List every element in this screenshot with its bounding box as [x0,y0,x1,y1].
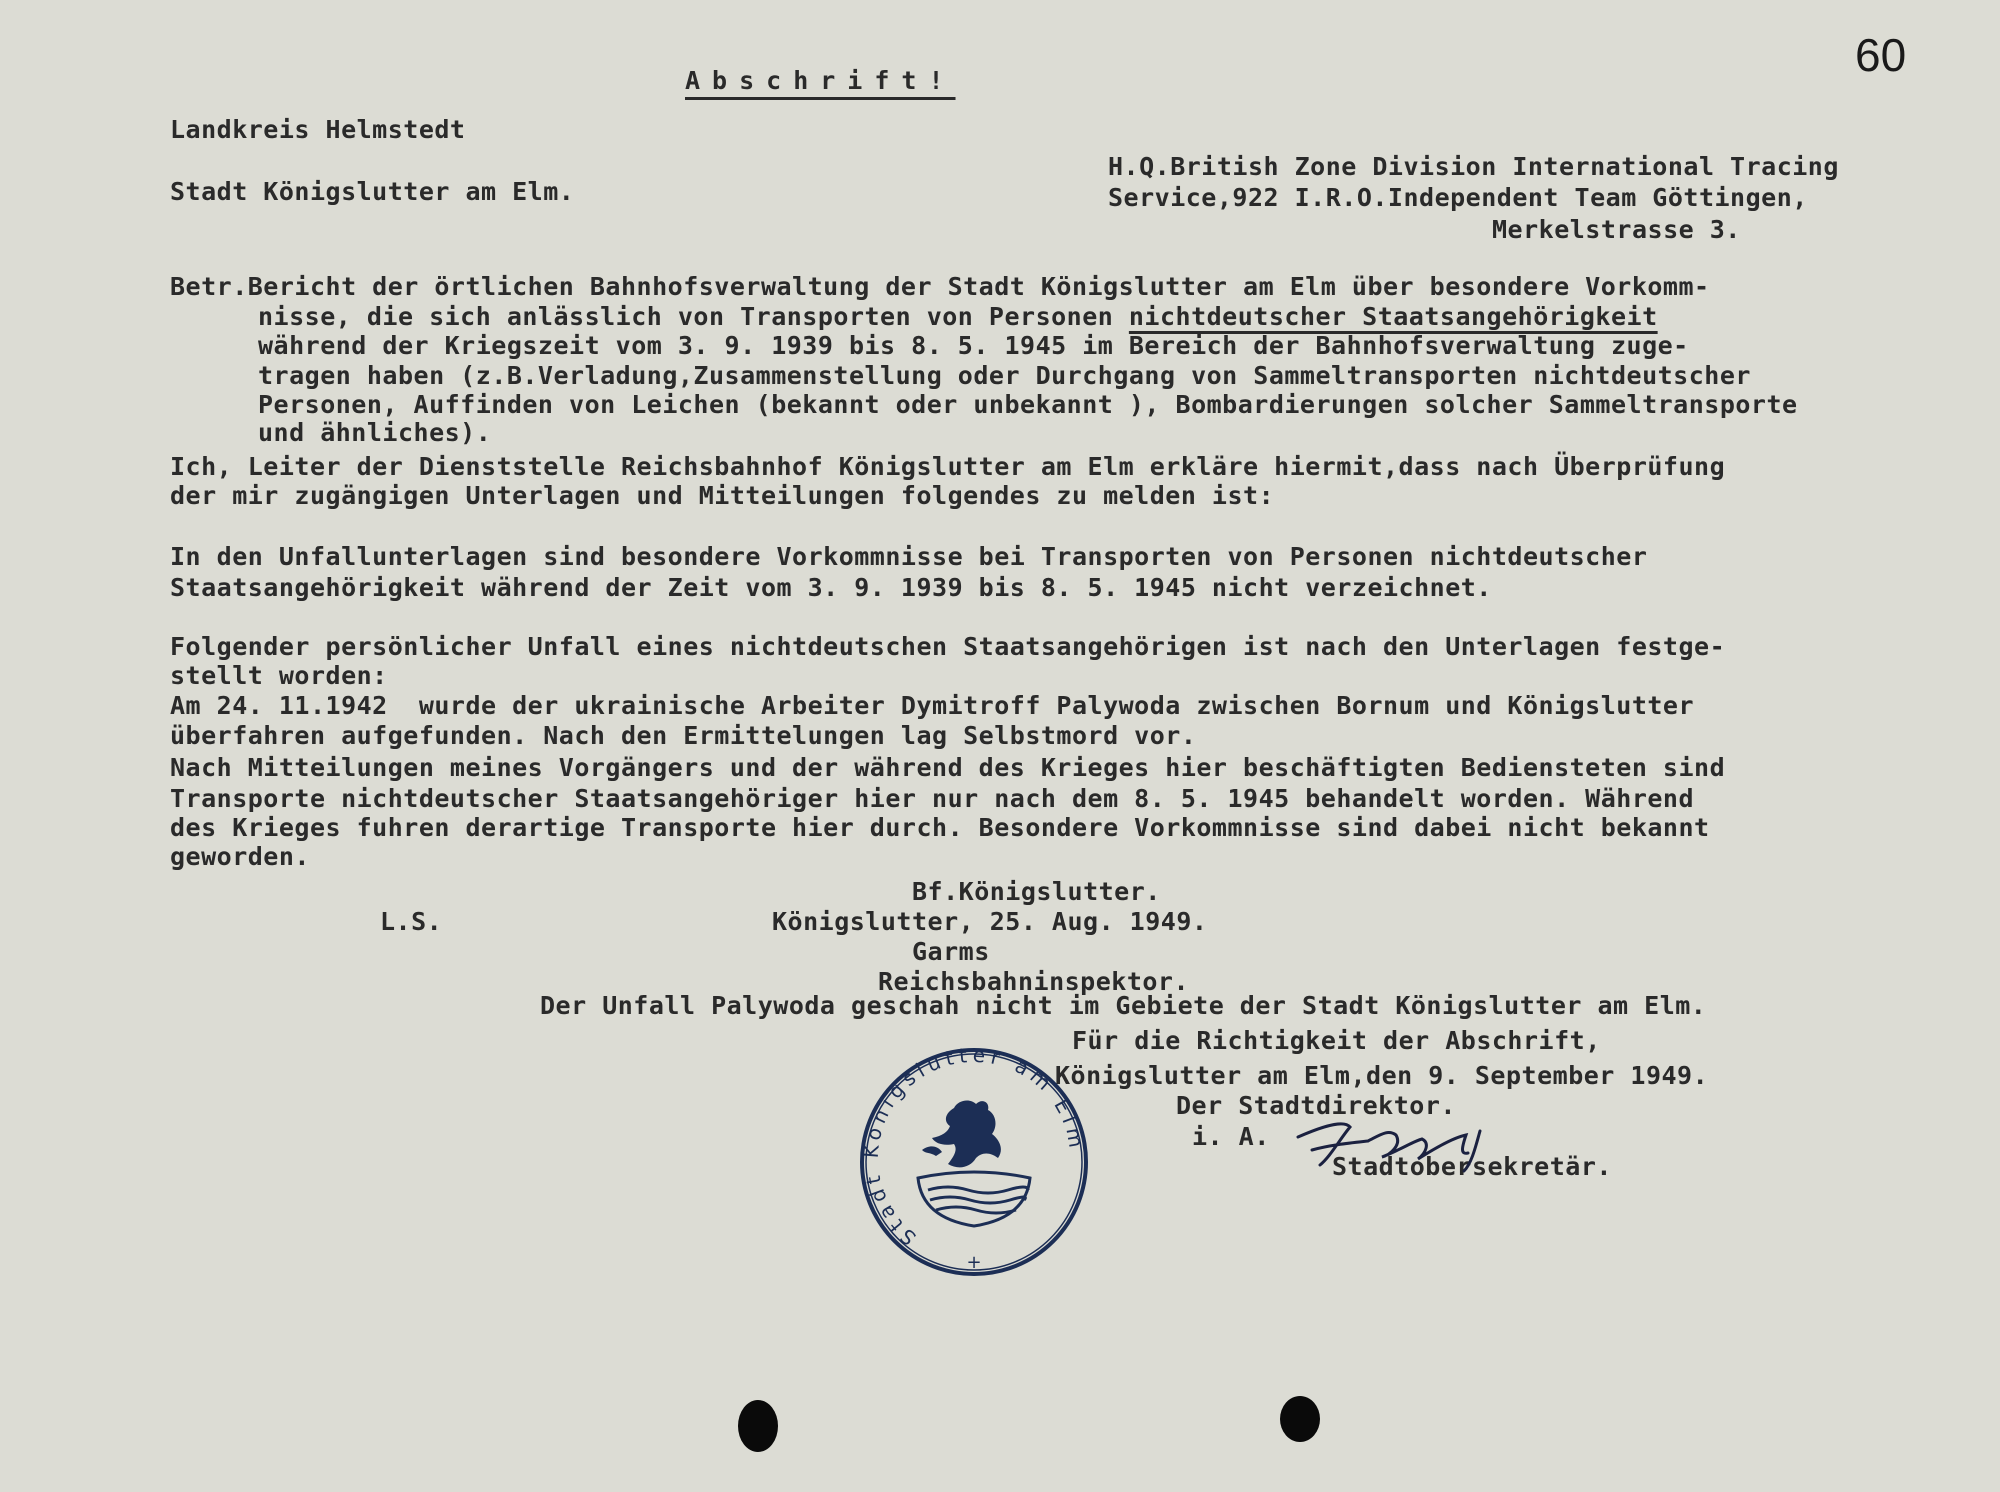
document-title: Abschrift! [685,66,956,95]
paragraph2-line-2: stellt worden: [170,661,388,690]
punch-hole-left [738,1400,778,1452]
wave-emblem-icon [918,1172,1030,1226]
lion-emblem-icon [922,1101,1001,1168]
paragraph2-line-8: geworden. [170,842,310,871]
declaration-line-1: Ich, Leiter der Dienststelle Reichsbahnhof Königslutter am Elm erkläre hiermit,dass nach Überprüfung [170,452,1726,481]
certification-line-1: Für die Richtigkeit der Abschrift, [1072,1026,1601,1055]
paragraph2-line-3: Am 24. 11.1942 wurde der ukrainische Arbeiter Dymitroff Palywoda zwischen Bornum und Königslutter [170,691,1695,720]
sender-district: Landkreis Helmstedt [170,115,466,144]
paragraph1-line-1: In den Unfallunterlagen sind besondere Vorkommnisse bei Transporten von Personen nichtdeutscher [170,542,1648,571]
subject-line-6: und ähnliches). [258,418,492,447]
sender-town: Stadt Königslutter am Elm. [170,177,575,206]
subject-line-2 [258,302,1658,332]
punch-hole-right [1280,1396,1320,1442]
paragraph2-line-7: des Krieges fuhren derartige Transporte hier durch. Besondere Vorkommnisse sind dabei nicht bekannt [170,813,1710,842]
subject-line-3: während der Kriegszeit vom 3. 9. 1939 bis 8. 5. 1945 im Bereich der Bahnhofsverwaltung zuge- [258,331,1689,360]
recipient-line-1: H.Q.British Zone Division International Tracing [1108,152,1839,181]
signatory-name: Garms [912,937,990,966]
seal-mark: L.S. [380,907,443,936]
svg-text:+: + [966,1252,982,1273]
subject-line-4: tragen haben (z.B.Verladung,Zusammenstellung oder Durchgang von Sammeltransporten nichtdeutscher [258,361,1751,390]
signature-office: Bf.Königslutter. [912,877,1161,906]
subject-line-2a: nisse, die sich anlässlich von Transporten von Personen [258,302,1129,331]
paragraph2-line-4: überfahren aufgefunden. Nach den Ermittelungen lag Selbstmord vor. [170,721,1197,750]
subject-line-1: Betr.Bericht der örtlichen Bahnhofsverwaltung der Stadt Königslutter am Elm über besondere Vorkomm- [170,272,1710,301]
paragraph2-line-5: Nach Mitteilungen meines Vorgängers und der während des Krieges hier beschäftigten Bediensteten sind [170,753,1726,782]
signature-place-date: Königslutter, 25. Aug. 1949. [772,907,1208,936]
page-number: 60 [1855,29,1907,81]
location-note: Der Unfall Palywoda geschah nicht im Gebiete der Stadt Königslutter am Elm. [540,991,1707,1020]
stamp-text: Stadt Königslutter am Elm [858,1042,1090,1251]
subject-underlined-phrase: nichtdeutscher Staatsangehörigkeit [1128,302,1658,331]
certification-line-2: Königslutter am Elm,den 9. September 1949. [1055,1061,1709,1090]
certification-line-5: Stadtobersekretär. [1332,1152,1612,1181]
declaration-line-2: der mir zugängigen Unterlagen und Mitteilungen folgendes zu melden ist: [170,481,1275,510]
subject-line-5: Personen, Auffinden von Leichen (bekannt oder unbekannt ), Bombardierungen solcher Sammeltransporte [258,390,1798,419]
certification-line-3: Der Stadtdirektor. [1176,1091,1456,1120]
recipient-line-3: Merkelstrasse 3. [1492,215,1741,244]
town-seal-stamp [858,1040,1090,1284]
paragraph2-line-1: Folgender persönlicher Unfall eines nichtdeutschen Staatsangehörigen ist nach den Unterlagen festge- [170,632,1726,661]
signatory-rank: Reichsbahninspektor. [878,967,1190,996]
handwritten-signature [1290,1105,1540,1175]
recipient-line-2: Service,922 I.R.O.Independent Team Göttingen, [1108,183,1808,212]
certification-line-4: i. A. [1192,1122,1270,1151]
paragraph2-line-6: Transporte nichtdeutscher Staatsangehöriger hier nur nach dem 8. 5. 1945 behandelt worden. Während [170,784,1695,813]
paragraph1-line-2: Staatsangehörigkeit während der Zeit vom 3. 9. 1939 bis 8. 5. 1945 nicht verzeichnet. [170,573,1492,602]
